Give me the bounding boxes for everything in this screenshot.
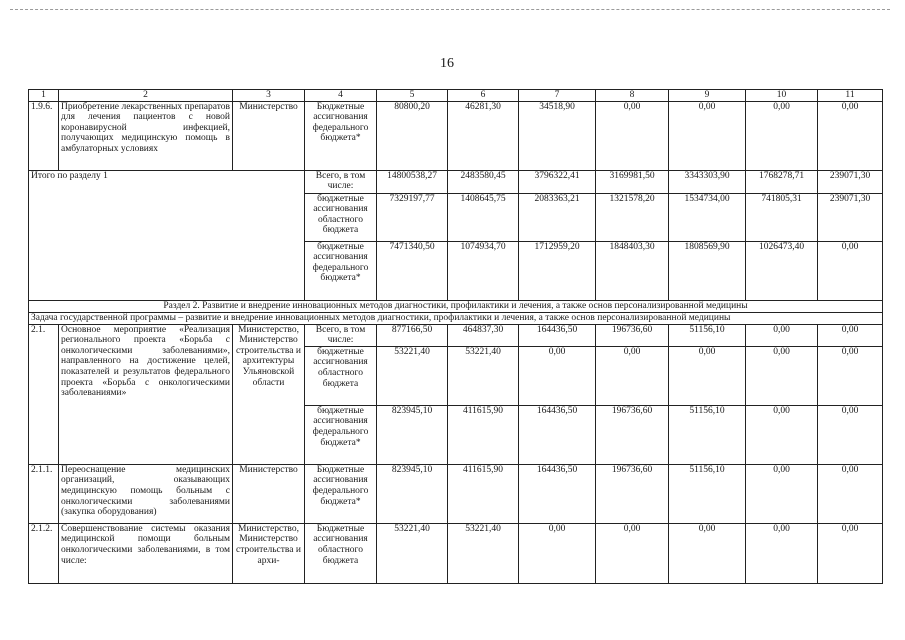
value-cell: 53221,40 (377, 346, 448, 405)
row-source: Всего, в том числе: (305, 324, 377, 346)
row-id: 2.1.2. (29, 523, 59, 583)
value-cell: 14800538,27 (377, 170, 448, 193)
col-header: 11 (818, 90, 883, 102)
value-cell: 51156,10 (669, 464, 746, 523)
value-cell: 0,00 (596, 523, 669, 583)
value-cell: 51156,10 (669, 405, 746, 464)
value-cell: 0,00 (746, 324, 818, 346)
value-cell: 1026473,40 (746, 241, 818, 300)
value-cell: 80800,20 (377, 101, 448, 170)
table-row (29, 324, 883, 346)
col-header: 3 (233, 90, 305, 102)
value-cell: 877166,50 (377, 324, 448, 346)
row-name: Приобретение лекарственных препаратов для лечения пациентов с новой коронавирусной инфекцией, получающих медицинскую помощь в амбулаторных условиях (59, 101, 233, 170)
value-cell: 411615,90 (448, 464, 519, 523)
task-row (29, 312, 883, 324)
value-cell: 0,00 (746, 523, 818, 583)
value-cell: 411615,90 (448, 405, 519, 464)
row-name: Основное мероприятие «Реализация регионального проекта «Борьба с онкологическими заболеваниями», направленного на достижение целей, показателей и результатов федерального проекта «Борьба с онкологическими заболеваниями» (59, 324, 233, 464)
table-row (29, 170, 883, 193)
value-cell: 196736,60 (596, 464, 669, 523)
value-cell: 1074934,70 (448, 241, 519, 300)
value-cell: 0,00 (818, 241, 883, 300)
value-cell: 164436,50 (519, 464, 596, 523)
task-title: Задача государственной программы – развитие и внедрение инновационных методов диагностики, профилактики и лечения, а также основ персонализированной медицины (29, 312, 883, 324)
value-cell: 1712959,20 (519, 241, 596, 300)
value-cell: 2483580,45 (448, 170, 519, 193)
table-row (29, 523, 883, 583)
value-cell: 1321578,20 (596, 193, 669, 241)
value-cell: 0,00 (818, 405, 883, 464)
value-cell: 464837,30 (448, 324, 519, 346)
value-cell: 239071,30 (818, 193, 883, 241)
table-row (29, 464, 883, 523)
row-id: 2.1.1. (29, 464, 59, 523)
value-cell: 3169981,50 (596, 170, 669, 193)
page-number: 16 (440, 56, 454, 71)
value-cell: 823945,10 (377, 405, 448, 464)
value-cell: 0,00 (818, 101, 883, 170)
row-executor: Министерство, Министерство строительства и архитектуры Ульяновской области (233, 324, 305, 464)
value-cell: 239071,30 (818, 170, 883, 193)
value-cell: 0,00 (596, 101, 669, 170)
value-cell: 0,00 (746, 101, 818, 170)
col-header: 5 (377, 90, 448, 102)
total-label: Итого по разделу 1 (29, 170, 305, 300)
value-cell: 7329197,77 (377, 193, 448, 241)
row-executor: Министерство (233, 464, 305, 523)
row-id: 1.9.6. (29, 101, 59, 170)
value-cell: 0,00 (818, 464, 883, 523)
value-cell: 34518,90 (519, 101, 596, 170)
value-cell: 164436,50 (519, 405, 596, 464)
row-name: Совершенствование системы оказания медицинской помощи больным онкологическими заболеваниями, в том числе: (59, 523, 233, 583)
value-cell: 1534734,00 (669, 193, 746, 241)
value-cell: 0,00 (669, 346, 746, 405)
value-cell: 196736,60 (596, 405, 669, 464)
value-cell: 1808569,90 (669, 241, 746, 300)
value-cell: 0,00 (746, 346, 818, 405)
value-cell: 0,00 (669, 101, 746, 170)
col-header: 2 (59, 90, 233, 102)
value-cell: 7471340,50 (377, 241, 448, 300)
row-source: Бюджетные ассигнования областного бюджета (305, 523, 377, 583)
value-cell: 51156,10 (669, 324, 746, 346)
value-cell: 0,00 (519, 346, 596, 405)
row-source: бюджетные ассигнования федерального бюджета* (305, 405, 377, 464)
row-source: Бюджетные ассигнования федерального бюджета* (305, 464, 377, 523)
value-cell: 823945,10 (377, 464, 448, 523)
col-header: 6 (448, 90, 519, 102)
col-header: 8 (596, 90, 669, 102)
value-cell: 3796322,41 (519, 170, 596, 193)
header-row (29, 90, 883, 102)
value-cell: 3343303,90 (669, 170, 746, 193)
value-cell: 0,00 (746, 405, 818, 464)
row-executor: Министерство, Министерство строительства и архи- (233, 523, 305, 583)
value-cell: 0,00 (596, 346, 669, 405)
value-cell: 0,00 (818, 324, 883, 346)
value-cell: 0,00 (746, 464, 818, 523)
row-name: Переоснащение медицинских организаций, оказывающих медицинскую помощь больным с онкологическими заболеваниями (закупка оборудования) (59, 464, 233, 523)
value-cell: 0,00 (818, 346, 883, 405)
budget-table (28, 89, 883, 584)
row-id: 2.1. (29, 324, 59, 464)
value-cell: 53221,40 (448, 346, 519, 405)
row-executor: Министерство (233, 101, 305, 170)
value-cell: 0,00 (669, 523, 746, 583)
section-title: Раздел 2. Развитие и внедрение инновационных методов диагностики, профилактики и лечения, а также основ персонализированной медицины (29, 300, 883, 312)
row-source: Бюджетные ассигнования федерального бюджета* (305, 101, 377, 170)
value-cell: 1848403,30 (596, 241, 669, 300)
value-cell: 2083363,21 (519, 193, 596, 241)
col-header: 10 (746, 90, 818, 102)
value-cell: 196736,60 (596, 324, 669, 346)
row-source: бюджетные ассигнования федерального бюджета* (305, 241, 377, 300)
row-source: бюджетные ассигнования областного бюджета (305, 193, 377, 241)
row-source: бюджетные ассигнования областного бюджета (305, 346, 377, 405)
value-cell: 0,00 (818, 523, 883, 583)
value-cell: 1768278,71 (746, 170, 818, 193)
value-cell: 1408645,75 (448, 193, 519, 241)
value-cell: 164436,50 (519, 324, 596, 346)
table-row (29, 101, 883, 170)
col-header: 7 (519, 90, 596, 102)
col-header: 4 (305, 90, 377, 102)
col-header: 1 (29, 90, 59, 102)
value-cell: 0,00 (519, 523, 596, 583)
section-row (29, 300, 883, 312)
value-cell: 46281,30 (448, 101, 519, 170)
col-header: 9 (669, 90, 746, 102)
value-cell: 741805,31 (746, 193, 818, 241)
top-dashed-edge (10, 9, 890, 10)
value-cell: 53221,40 (377, 523, 448, 583)
value-cell: 53221,40 (448, 523, 519, 583)
row-source: Всего, в том числе: (305, 170, 377, 193)
